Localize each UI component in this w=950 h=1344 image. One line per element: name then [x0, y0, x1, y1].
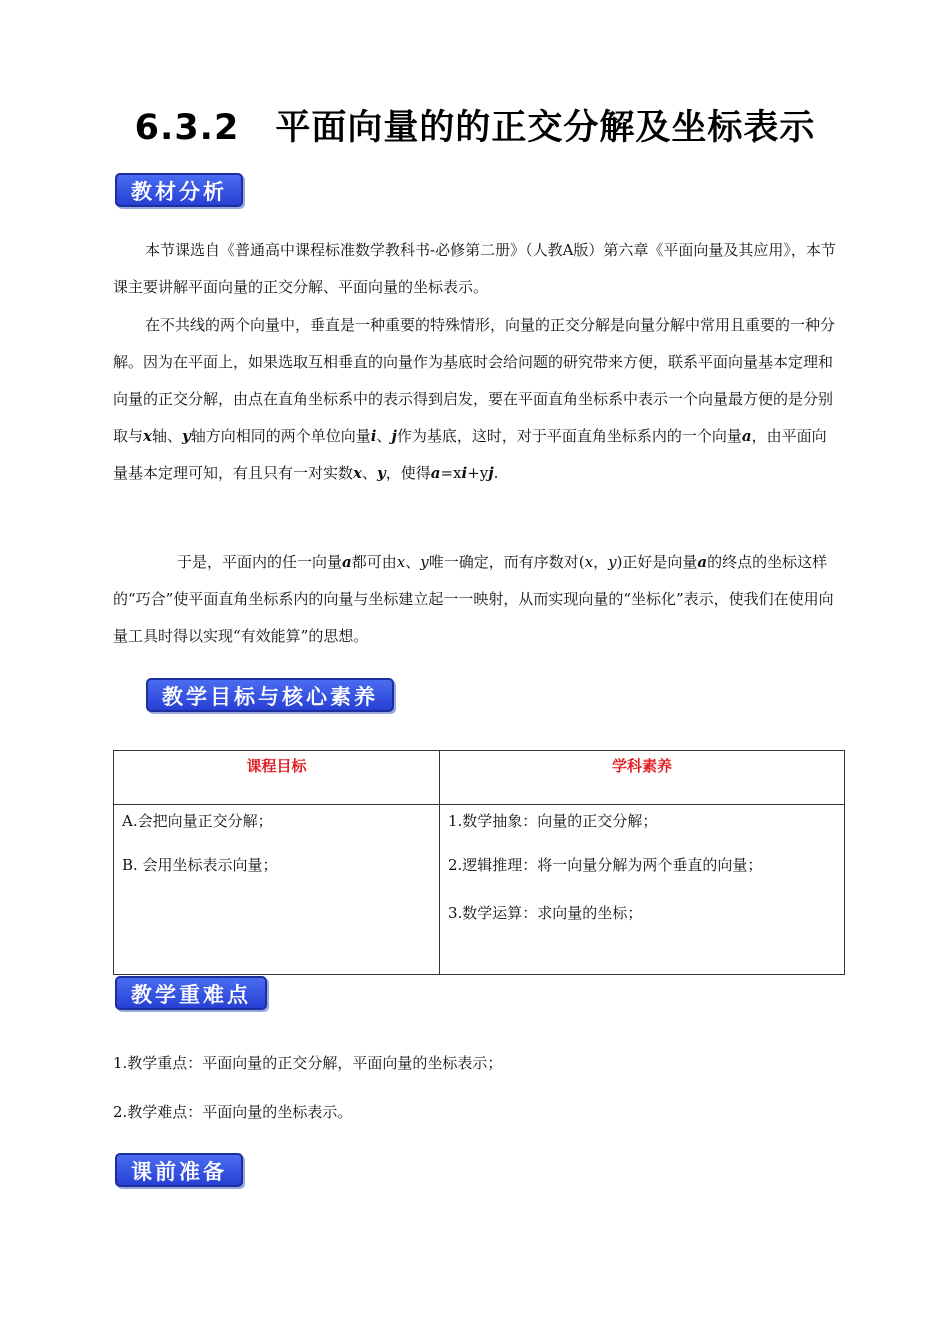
section-badge-preparation: 课前准备	[115, 1153, 243, 1187]
section-badge-objectives: 教学目标与核心素养	[146, 678, 394, 712]
course-goal-a: A.会把向量正交分解；	[122, 812, 273, 830]
table-header-subject-literacy: 学科素养	[440, 751, 845, 805]
section-badge-analysis: 教材分析	[115, 173, 243, 207]
analysis-paragraph-2: 在不共线的两个向量中，垂直是一种重要的特殊情形，向量的正交分解是向量分解中常用且重要的一种分解。因为在平面上，如果选取互相垂直的向量作为基底时会给问题的研究带来方便，联系平面向量基本定理和向量的正交分解，由点在直角坐标系中的表示得到启发，要在平面直角坐标系中表示一个向量最方便的是分别取与x轴、y轴方向相同的两个单位向量i、j作为基底，这时，对于平面直角坐标系内的一个向量a，由平面向量基本定理可知，有且只有一对实数x、y，使得a=xi+yj.	[113, 316, 836, 482]
literacy-item-2: 2.逻辑推理：将一向量分解为两个垂直的向量；	[448, 856, 763, 874]
objectives-table	[113, 750, 845, 975]
key-point-line-1: 1.教学重点：平面向量的正交分解，平面向量的坐标表示；	[113, 1054, 503, 1072]
table-header-course-goals: 课程目标	[114, 751, 440, 805]
section-badge-key-points: 教学重难点	[115, 976, 267, 1010]
key-point-line-2: 2.教学难点：平面向量的坐标表示。	[113, 1103, 353, 1121]
analysis-paragraph-1: 本节课选自《普通高中课程标准数学教科书-必修第二册》（人教A版）第六章《平面向量及其应用》，本节课主要讲解平面向量的正交分解、平面向量的坐标表示。	[113, 241, 836, 296]
course-goal-b: B. 会用坐标表示向量；	[122, 856, 278, 874]
course-goals-cell	[114, 805, 440, 975]
page-title: 6.3.2 平面向量的的正交分解及坐标表示	[134, 108, 816, 148]
subject-literacy-cell	[440, 805, 845, 975]
analysis-paragraph-3: 于是，平面内的任一向量a都可由x、y唯一确定，而有序数对(x，y)正好是向量a的终点的坐标这样的“巧合”使平面直角坐标系内的向量与坐标建立起一一映射，从而实现向量的“坐标化”表示，使我们在使用向量工具时得以实现“有效能算”的思想。	[113, 553, 834, 645]
literacy-item-3: 3.数学运算：求向量的坐标；	[448, 904, 643, 922]
literacy-item-1: 1.数学抽象：向量的正交分解；	[448, 812, 658, 830]
